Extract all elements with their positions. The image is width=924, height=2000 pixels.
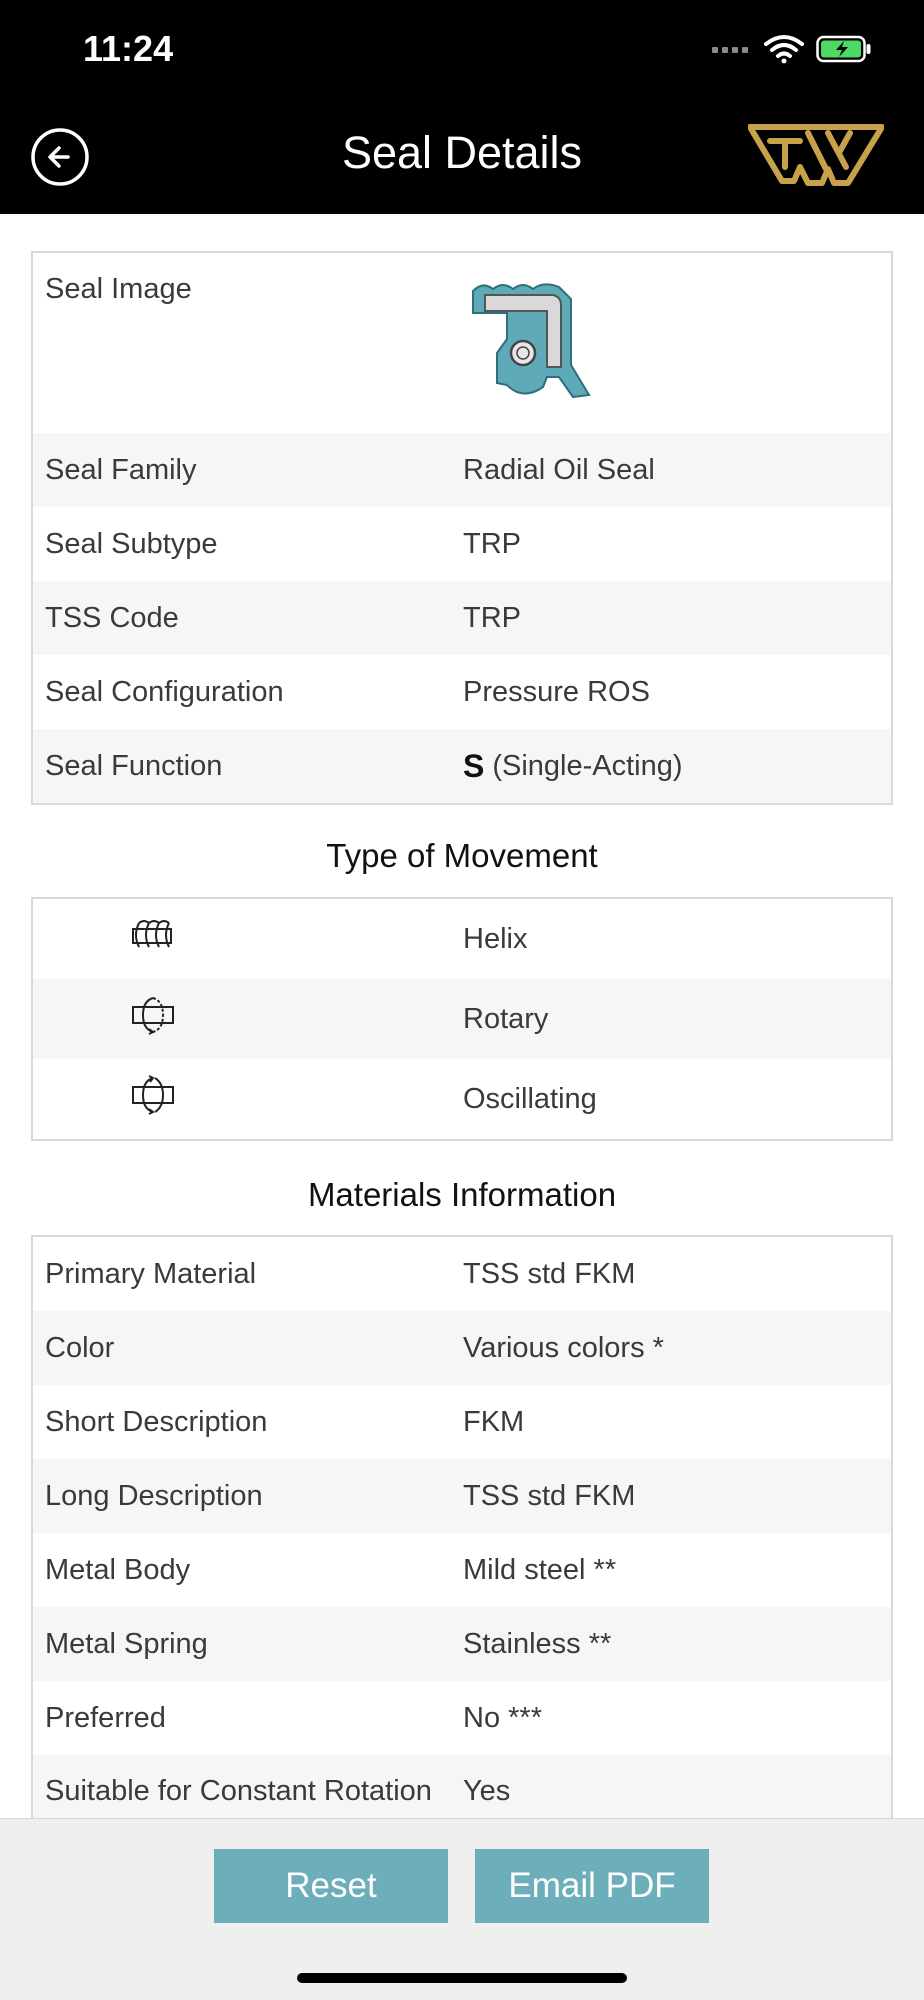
row-value: TSS std FKM [463, 1257, 636, 1290]
row-value: No *** [463, 1701, 542, 1734]
signal-icon [712, 43, 752, 55]
seal-function-text: (Single-Acting) [492, 749, 683, 782]
oscillating-icon [129, 1075, 177, 1115]
row-label: TSS Code [45, 601, 179, 634]
brand-logo [748, 123, 884, 187]
seal-cross-section-image [463, 273, 593, 403]
content-scroll[interactable] [0, 214, 924, 1818]
row-value: TRP [463, 601, 521, 634]
table-row [33, 1385, 891, 1459]
seal-function-row [33, 729, 891, 803]
row-label: Metal Spring [45, 1627, 208, 1660]
row-value: Radial Oil Seal [463, 453, 655, 486]
row-value: TRP [463, 527, 521, 560]
row-label: Suitable for Constant Rotation [45, 1775, 432, 1807]
row-value: Pressure ROS [463, 675, 650, 708]
movement-label: Oscillating [463, 1082, 597, 1115]
helix-icon [129, 917, 177, 953]
table-row [33, 1237, 891, 1311]
row-label: Short Description [45, 1405, 268, 1438]
row-value: FKM [463, 1405, 525, 1438]
table-row [33, 1459, 891, 1533]
movement-row [33, 899, 891, 979]
table-row [33, 1755, 891, 1818]
reset-button[interactable]: Reset [214, 1849, 448, 1923]
row-label: Long Description [45, 1479, 263, 1512]
movement-row [33, 979, 891, 1059]
row-value: Yes [463, 1775, 511, 1807]
movement-label: Helix [463, 922, 528, 955]
movement-table [31, 897, 893, 1141]
table-row [33, 507, 891, 581]
row-label: Preferred [45, 1701, 166, 1734]
table-row [33, 1311, 891, 1385]
page-title: Seal Details [341, 127, 583, 178]
table-row [33, 655, 891, 729]
materials-section-title: Materials Information [307, 1176, 617, 1213]
app-header [0, 0, 924, 214]
home-indicator [297, 1973, 627, 1983]
movement-icon-cell [33, 995, 463, 1043]
row-value: TSS std FKM [463, 1479, 636, 1512]
seal-image-row [33, 253, 891, 433]
row-label: Seal Image [45, 273, 192, 305]
movement-icon-cell [33, 917, 463, 961]
movement-row [33, 1059, 891, 1139]
table-row [33, 1607, 891, 1681]
movement-label: Rotary [463, 1002, 549, 1035]
seal-function-symbol: S [463, 747, 485, 784]
row-value: Various colors * [463, 1331, 664, 1364]
row-label: Color [45, 1331, 115, 1364]
row-label: Seal Function [45, 749, 223, 782]
table-row [33, 1533, 891, 1607]
email-pdf-button[interactable]: Email PDF [475, 1849, 709, 1923]
row-value [463, 748, 891, 785]
status-icons [712, 34, 872, 64]
table-row [33, 581, 891, 655]
row-label: Seal Subtype [45, 527, 218, 560]
wifi-icon [764, 34, 804, 64]
table-row [33, 433, 891, 507]
seal-details-table [31, 251, 893, 805]
status-time: 11:24 [83, 28, 174, 69]
row-label: Seal Family [45, 453, 197, 486]
battery-charging-icon [816, 35, 872, 63]
materials-table [31, 1235, 893, 1818]
rotary-icon [129, 995, 177, 1035]
table-row [33, 1681, 891, 1755]
row-label: Primary Material [45, 1257, 257, 1290]
row-label: Seal Configuration [45, 675, 284, 708]
bottom-action-bar [0, 1818, 924, 2000]
movement-section-title: Type of Movement [326, 837, 598, 874]
movement-icon-cell [33, 1075, 463, 1123]
row-label: Metal Body [45, 1553, 191, 1586]
row-value: Stainless ** [463, 1627, 612, 1660]
row-value [463, 253, 891, 403]
row-value: Mild steel ** [463, 1553, 617, 1586]
